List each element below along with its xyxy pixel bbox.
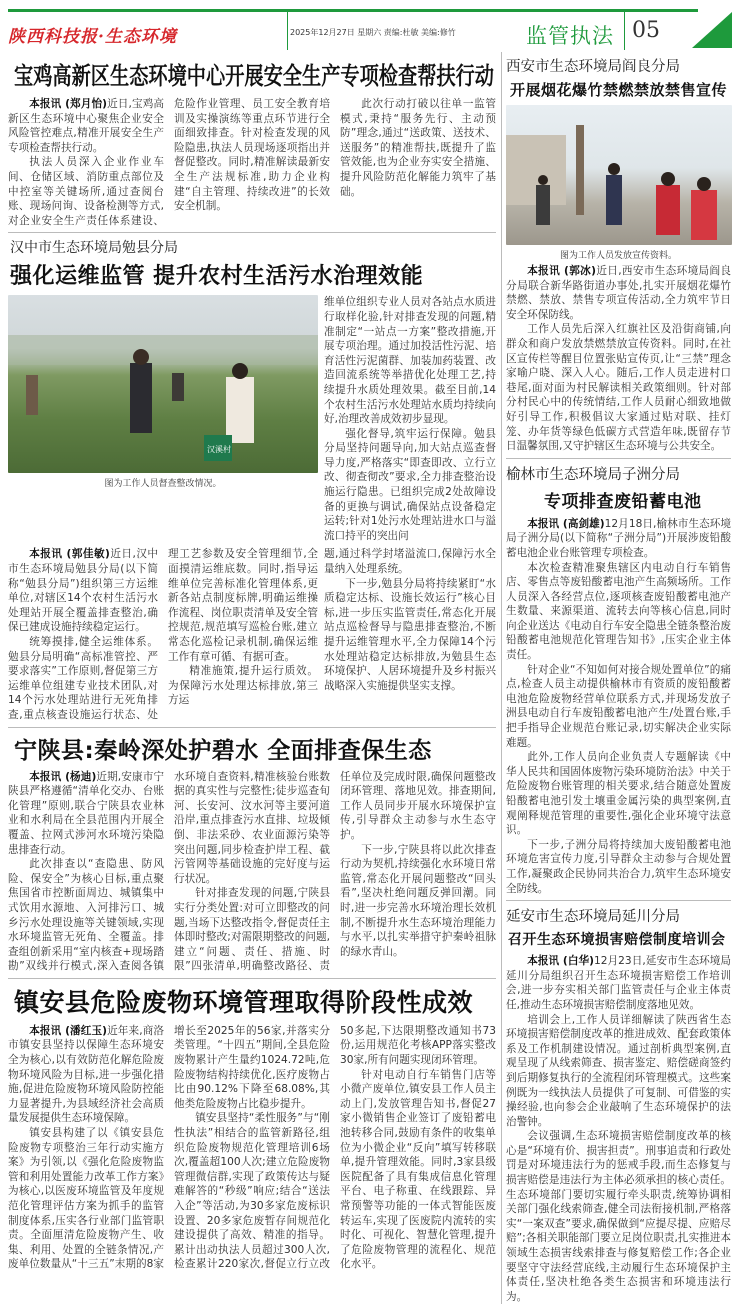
paragraph: 下一步,勉县分局将持续紧盯“水质稳定达标、设施长效运行”核心目标,进一步压实监管责任,常态化开展站点巡检督导与隐患排查整治,不断提升运维管理水平,全力保障14个污水处理站稳定达标排放,为勉县生态环境保护、人居环境提升及乡村振兴战略深入实施提供坚实支撑。 <box>324 577 496 692</box>
corner-triangle <box>692 12 732 48</box>
date-line: 2025年12月27日 星期六 责编:杜敏 美编:修竹 <box>290 28 456 37</box>
hanzhong-article-part2 <box>324 295 496 543</box>
byline: 本报讯 (白华) <box>527 955 594 968</box>
paragraph: 本报讯 (白华)12月23日,延安市生态环境局延川分局组织召开生态环境损害赔偿工作培训会,进一步夯实相关部门监管责任与企业主体责任,推动生态环境损害赔偿制度落地见效。 <box>506 955 732 1011</box>
paragraph: 针对排查发现的问题,宁陕县实行分类处置:对可立即整改的问题,当场下达整改指令,督促责任主体即时整改;对需限期整改的问题,建立“问题、责任、措施、时限”四张清单,明确整改路径、责任单位及完成时限,确保问题整改闭环管理、落地见效。排查期间,工作人员同步开展水环境保护宣传,引导群众主动参与水生态守护。 <box>174 770 496 973</box>
paragraph: 针对企业“不知如何对接合规处置单位”的痛点,检查人员主动提供榆林市有资质的废铅酸蓄电池危险废物经营单位联系方式,并现场发放子洲县电动自行车废铅酸蓄电池产生/处置台账,手把手指导企业规范台账记录,切实解决企业实际难题。 <box>506 663 731 749</box>
paragraph: 此次排查以“查隐患、防风险、保安全”为核心目标,重点聚焦国省市控断面周边、城镇集中式饮用水源地、入河排污口、城乡污水处理设施等关键领域,实现水环境监管无死角、全覆盖。排查组创新采用“室内核查+现场踏勘”双线并行模式,深入查阅各镇水环境自查资料,精准核验台账数据的真实性与完整性;徒步巡查旬河、长安河、汶水河等主要河道沿岸,重点排查污水直排、垃圾倾倒、非法采砂、农业面源污染等突出问题,同步检查护岸工程、截污管网等基础设施的完好度与运行状况。 <box>8 770 330 973</box>
ningshan-article <box>8 770 496 974</box>
hanzhong-subtitle: 汉中市生态环境局勉县分局 <box>10 240 178 257</box>
yulin-article <box>506 517 731 896</box>
xian-headline: 开展烟花爆竹禁燃禁放禁售宣传 <box>510 81 728 99</box>
hanzhong-caption: 图为工作人员督查整改情况。 <box>104 479 222 490</box>
xian-caption: 图为工作人员发放宣传资料。 <box>559 251 677 261</box>
xian-photo <box>506 105 732 245</box>
section-rule <box>8 232 496 233</box>
paragraph: 本报讯 (郭佳敏)近日,汉中市生态环境局勉县分局(以下简称“勉县分局”)组织第三方运维单位,对辖区14个农村生活污水处理站开展全覆盖排查整治,确保已建成设施持续稳定运行。 <box>8 548 158 634</box>
byline: 本报讯 (郭冰) <box>527 265 596 277</box>
yanan-headline: 召开生态环境损害赔偿制度培训会 <box>508 932 726 949</box>
zhenan-headline: 镇安县危险废物环境管理取得阶段性成效 <box>14 987 474 1017</box>
paragraph: 统筹摸排,健全运维体系。勉县分局明确“高标准管控、严要求落实”工作原则,督促第三方运维单位组建专业技术团队,对14个污水处理站进行无死角排查,重点核查设施运行状态、处理工艺参数及安全管理细节,全面摸清运维底数。同时,指导运维单位完善标准化管理体系,更新各站点制度标牌,明确运维操作流程、岗位职责清单及安全管控规范,规范填写巡检台账,建立常态化巡检记录机制,确保运维工作有章可循、有据可查。 <box>8 548 318 721</box>
section-rule <box>8 978 496 979</box>
yanan-article <box>506 954 731 1304</box>
paragraph: 本报讯 (郭冰)近日,西安市生态环境局阎良分局联合新华路街道办事处,扎实开展烟花爆竹禁燃、禁放、禁售专项宣传活动,全力筑牢节日安全环保防线。 <box>506 265 731 321</box>
paragraph: 精准施策,提升运行质效。为保障污水处理达标排放,第三方运 <box>168 665 318 707</box>
left-column <box>8 52 496 1272</box>
hanzhong-article-part1 <box>8 547 318 722</box>
byline: 本报讯 (潘红玉) <box>29 1024 107 1037</box>
section-title: 监管执法 <box>526 24 614 48</box>
paragraph: 镇安县坚持“柔性服务”与“刚性执法”相结合的监管新路径,组织危险废物规范化管理培训6场次,覆盖超100人次;建立危险废物管理微信群,实现了政策传达与疑难解答的“秒级”响应;结合“送法入企”等活动,为30多家危废标识设置、20多家危废暂存间规范化建设提供了高效、精准的指导。累计出动执法人员超过300人次,检查累计220家次,督促立行立改50多起,下达限期整改通知书73份,运用规范化考核APP落实整改30家,所有问题实现闭环管理。 <box>174 1024 496 1271</box>
outreach-scene-image <box>506 105 732 245</box>
section-rule <box>8 727 496 728</box>
hanzhong-photo-block <box>8 295 318 543</box>
right-column <box>501 52 735 1304</box>
paragraph: 题,通过科学封堵溢流口,保障污水全量纳入处理系统。 <box>324 548 496 576</box>
paragraph: 针对电动自行车销售门店等小微产废单位,镇安县工作人员主动上门,发放管理告知书,督促27家小微销售企业签订了废铅蓄电池转移合同,鼓励有条件的收集单位为小微企业“反向”填写转移联单,提升管理效能。同时,3家县级医院配备了具有集成信息化管理平台、电子称重、在线跟踪、异常预警等功能的一体式智能医废转运车,实现了医废院内流转的实时化、可视化、智慧化管理,提升了危险废物管理的流程化、规范化水平。 <box>340 1068 496 1271</box>
byline: 本报讯 (郭佳敏) <box>29 548 110 561</box>
village-sign: 汉溪村 <box>207 445 231 455</box>
paragraph: 执法人员深入企业作业车间、仓储区域、消防重点部位及中控室等关键场所,通过查阅台账、现场问询、设备检测等方式,对企业安全生产责任体系建设、危险作业管理、员工安全教育培训及实操演练等重点环节进行全面细致排查。针对检查发现的风险隐患,执法人员现场逐项指出并督促整改。同时,精准解读最新安全生产法规标准,助力企业构建“自主管理、持续改进”的长效安全机制。 <box>8 98 330 227</box>
paragraph: 本次检查精准聚焦辖区内电动自行车销售店、零售点等废铅酸蓄电池产生高频场所。工作人员深入各经营点位,逐项核查废铅酸蓄电池产生数量、来源渠道、流转去向等核心信息,同时向企业送达《电动自行车安全隐患全链条整治废铅酸蓄电池规范化管理告知书》,压实企业主体责任。 <box>506 561 731 662</box>
byline: 本报讯 (郑月怡) <box>29 98 107 110</box>
masthead-rule <box>8 9 698 12</box>
section-rule <box>506 458 731 459</box>
hanzhong-headline: 强化运维监管 提升农村生活污水治理效能 <box>10 264 424 290</box>
baoji-headline: 宝鸡高新区生态环境中心开展安全生产专项检查帮扶行动 <box>14 62 494 90</box>
paragraph: 此次行动打破以往单一监管模式,秉持“服务先行、主动预防”理念,通过“送政策、送技术、送服务”的精准帮扶,既提升了监管效能,也为企业夯实安全措施、提升风险防范化解能力筑牢了基础。 <box>340 98 496 198</box>
section-rule <box>506 900 731 901</box>
hanzhong-photo <box>8 295 318 473</box>
baoji-headline-box <box>14 56 496 91</box>
section-divider <box>624 12 625 50</box>
paragraph: 培训会上,工作人员详细解读了陕西省生态环境损害赔偿制度改革的推进成效、配套政策体系及工作机制建设情况。通过剖析典型案例,直观呈现了从线索筛查、损害鉴定、赔偿磋商签约到后期修复执行的全流程闭环管理模式。这些案例既为一线执法人员提供了可复制、可借鉴的实操经验,也向参会企业敲响了生态环境保护的法治警钟。 <box>506 1013 731 1128</box>
paragraph: 下一步,宁陕县将以此次排查行动为契机,持续强化水环境日常监管,常态化开展问题整改“回头看”,坚决杜绝问题反弹回潮。同时,进一步完善水环境治理长效机制,不断提升水生态环境治理能力与水平,以扎实举措守护秦岭祖脉的绿水青山。 <box>340 843 496 958</box>
xian-article <box>506 264 731 454</box>
xian-subtitle: 西安市生态环境局阎良分局 <box>506 59 680 75</box>
paragraph: 本报讯 (潘红玉)近年来,商洛市镇安县坚持以保障生态环境安全为核心,以有效防范化解危险废物环境风险为目标,进一步强化措施,促进危险废物环境风险防控能力显著提升,为县域经济社会高质量发展提供生态环境保障。 <box>8 1024 164 1125</box>
paragraph: 下一步,子洲分局将持续加大废铅酸蓄电池环境危害宣传力度,引导群众主动参与合规处置工作,凝聚政企民协同共治合力,筑牢生态环境安全防线。 <box>506 838 731 895</box>
paragraph: 此外,工作人员向企业负责人专题解读《中华人民共和国固体废物污染环境防治法》中关于危险废物台账管理的相关要求,结合随意处置废铅酸蓄电池引发土壤重金属污染的典型案例,直观阐释规范管理的重要性,强化企业环境守法意识。 <box>506 751 731 837</box>
inspection-scene-image <box>8 295 318 473</box>
paragraph: 强化督导,筑牢运行保障。勉县分局坚持问题导向,加大站点巡查督导力度,严格落实“即查即改、立行立改、彻查彻改”要求,全力排查整治设施运行隐患。已组织完成2处故障设备的更换与调试,确保站点设备稳定运转;针对1处污水处理站进水口与溢流口持平的突出问 <box>324 427 496 542</box>
newspaper-logo: 陕西科技报·生态环境 <box>8 27 177 47</box>
hanzhong-article <box>8 295 496 722</box>
yulin-headline: 专项排查废铅蓄电池 <box>544 491 702 512</box>
byline: 本报讯 (杨迪) <box>29 770 97 783</box>
page-number: 05 <box>632 18 660 43</box>
byline: 本报讯 (高剑雄) <box>527 517 605 530</box>
paragraph: 会议强调,生态环境损害赔偿制度改革的核心是“环境有价、损害担责”。刑事追责和行政处罚是对环境违法行为的惩戒手段,而生态修复与损害赔偿是违法行为主体必须承担的核心责任。生态环境部门要切实履行牵头职责,统筹协调相关部门强化线索筛查,健全司法衔接机制,严格落实“一案双查”要求,确保做到“应提尽提、应赔尽赔”;各相关职能部门要立足岗位职责,扎实推进本领域生态损害线索排查与修复赔偿工作;各企业要坚守守法经营底线,主动履行生态环境保护主体责任,坚决杜绝各类生态损害和环境违法行为。 <box>506 1130 731 1303</box>
yanan-subtitle: 延安市生态环境局延川分局 <box>506 909 680 926</box>
paragraph: 工作人员先后深入红旗社区及沿街商铺,向群众和商户发放禁燃禁放宣传资料。同时,在社区宣传栏等醒目位置张贴宣传页,让“三禁”理念家喻户晓、深入人心。随后,工作人员走进村口巷尾,面对面为村民解读相关政策细则。针对部分村民心中的传统情结,工作人员耐心细致地做好引导工作,积极倡议大家通过贴对联、挂灯笼、办年货等绿色低碳方式营造年味,既留存节日温馨氛围,又守护辖区生态环境与公共安全。 <box>506 323 731 453</box>
paragraph: 维单位组织专业人员对各站点水质进行取样化验,针对排查发现的问题,精准制定“一站点一方案”整改措施,开展专项治理。通过加投活性污泥、培育活性污泥菌群、加装加药装置、改造回流系统等举措优化处理工艺,持续提升水质处理效果。截至目前,14个农村生活污水处理站水质均持续向好,治理改善成效初步显现。 <box>324 296 496 426</box>
masthead-divider <box>287 12 288 50</box>
paragraph: 本报讯 (高剑雄)12月18日,榆林市生态环境局子洲分局(以下简称“子洲分局”)开展涉废铅酸蓄电池企业台账管理专项检查。 <box>506 517 732 559</box>
baoji-article <box>8 97 496 228</box>
paragraph: 镇安县构建了以《镇安县危险废物专项整治三年行动实施方案》为引领,以《强化危险废物监管和利用处置能力改革工作方案》为核心,以医废环境监管及年度规范化管理评估方案为抓手的监管制度体系,压实各行业部门监管职责。全面厘清危险废物产生、收集、利用、处置的全链条情况,产废单位数量从“十三五”末期的8家增长至2025年的56家,并落实分类管理。“十四五”期间,全县危险废物累计产生量约1024.72吨,危险废物结构持续优化,医疗废物占比由90.12%下降至68.08%,其他类危险废物占比稳步提升。 <box>8 1024 330 1271</box>
ningshan-headline: 宁陕县:秦岭深处护碧水 全面排查保生态 <box>14 737 432 764</box>
hanzhong-article-part3 <box>324 547 496 722</box>
yulin-subtitle: 榆林市生态环境局子洲分局 <box>506 466 680 483</box>
zhenan-article <box>8 1024 496 1272</box>
paragraph: 本报讯 (郑月怡)近日,宝鸡高新区生态环境中心聚焦企业安全风险管控难点,精准开展安全生产专项检查帮扶行动。 <box>8 98 164 154</box>
paragraph: 本报讯 (杨迪)近期,安康市宁陕县严格遵循“清单化交办、台账化管理”原则,联合宁陕县农业林业和水利局在全县范围内开展全覆盖、拉网式涉河水环境污染隐患排查行动。 <box>8 770 164 856</box>
